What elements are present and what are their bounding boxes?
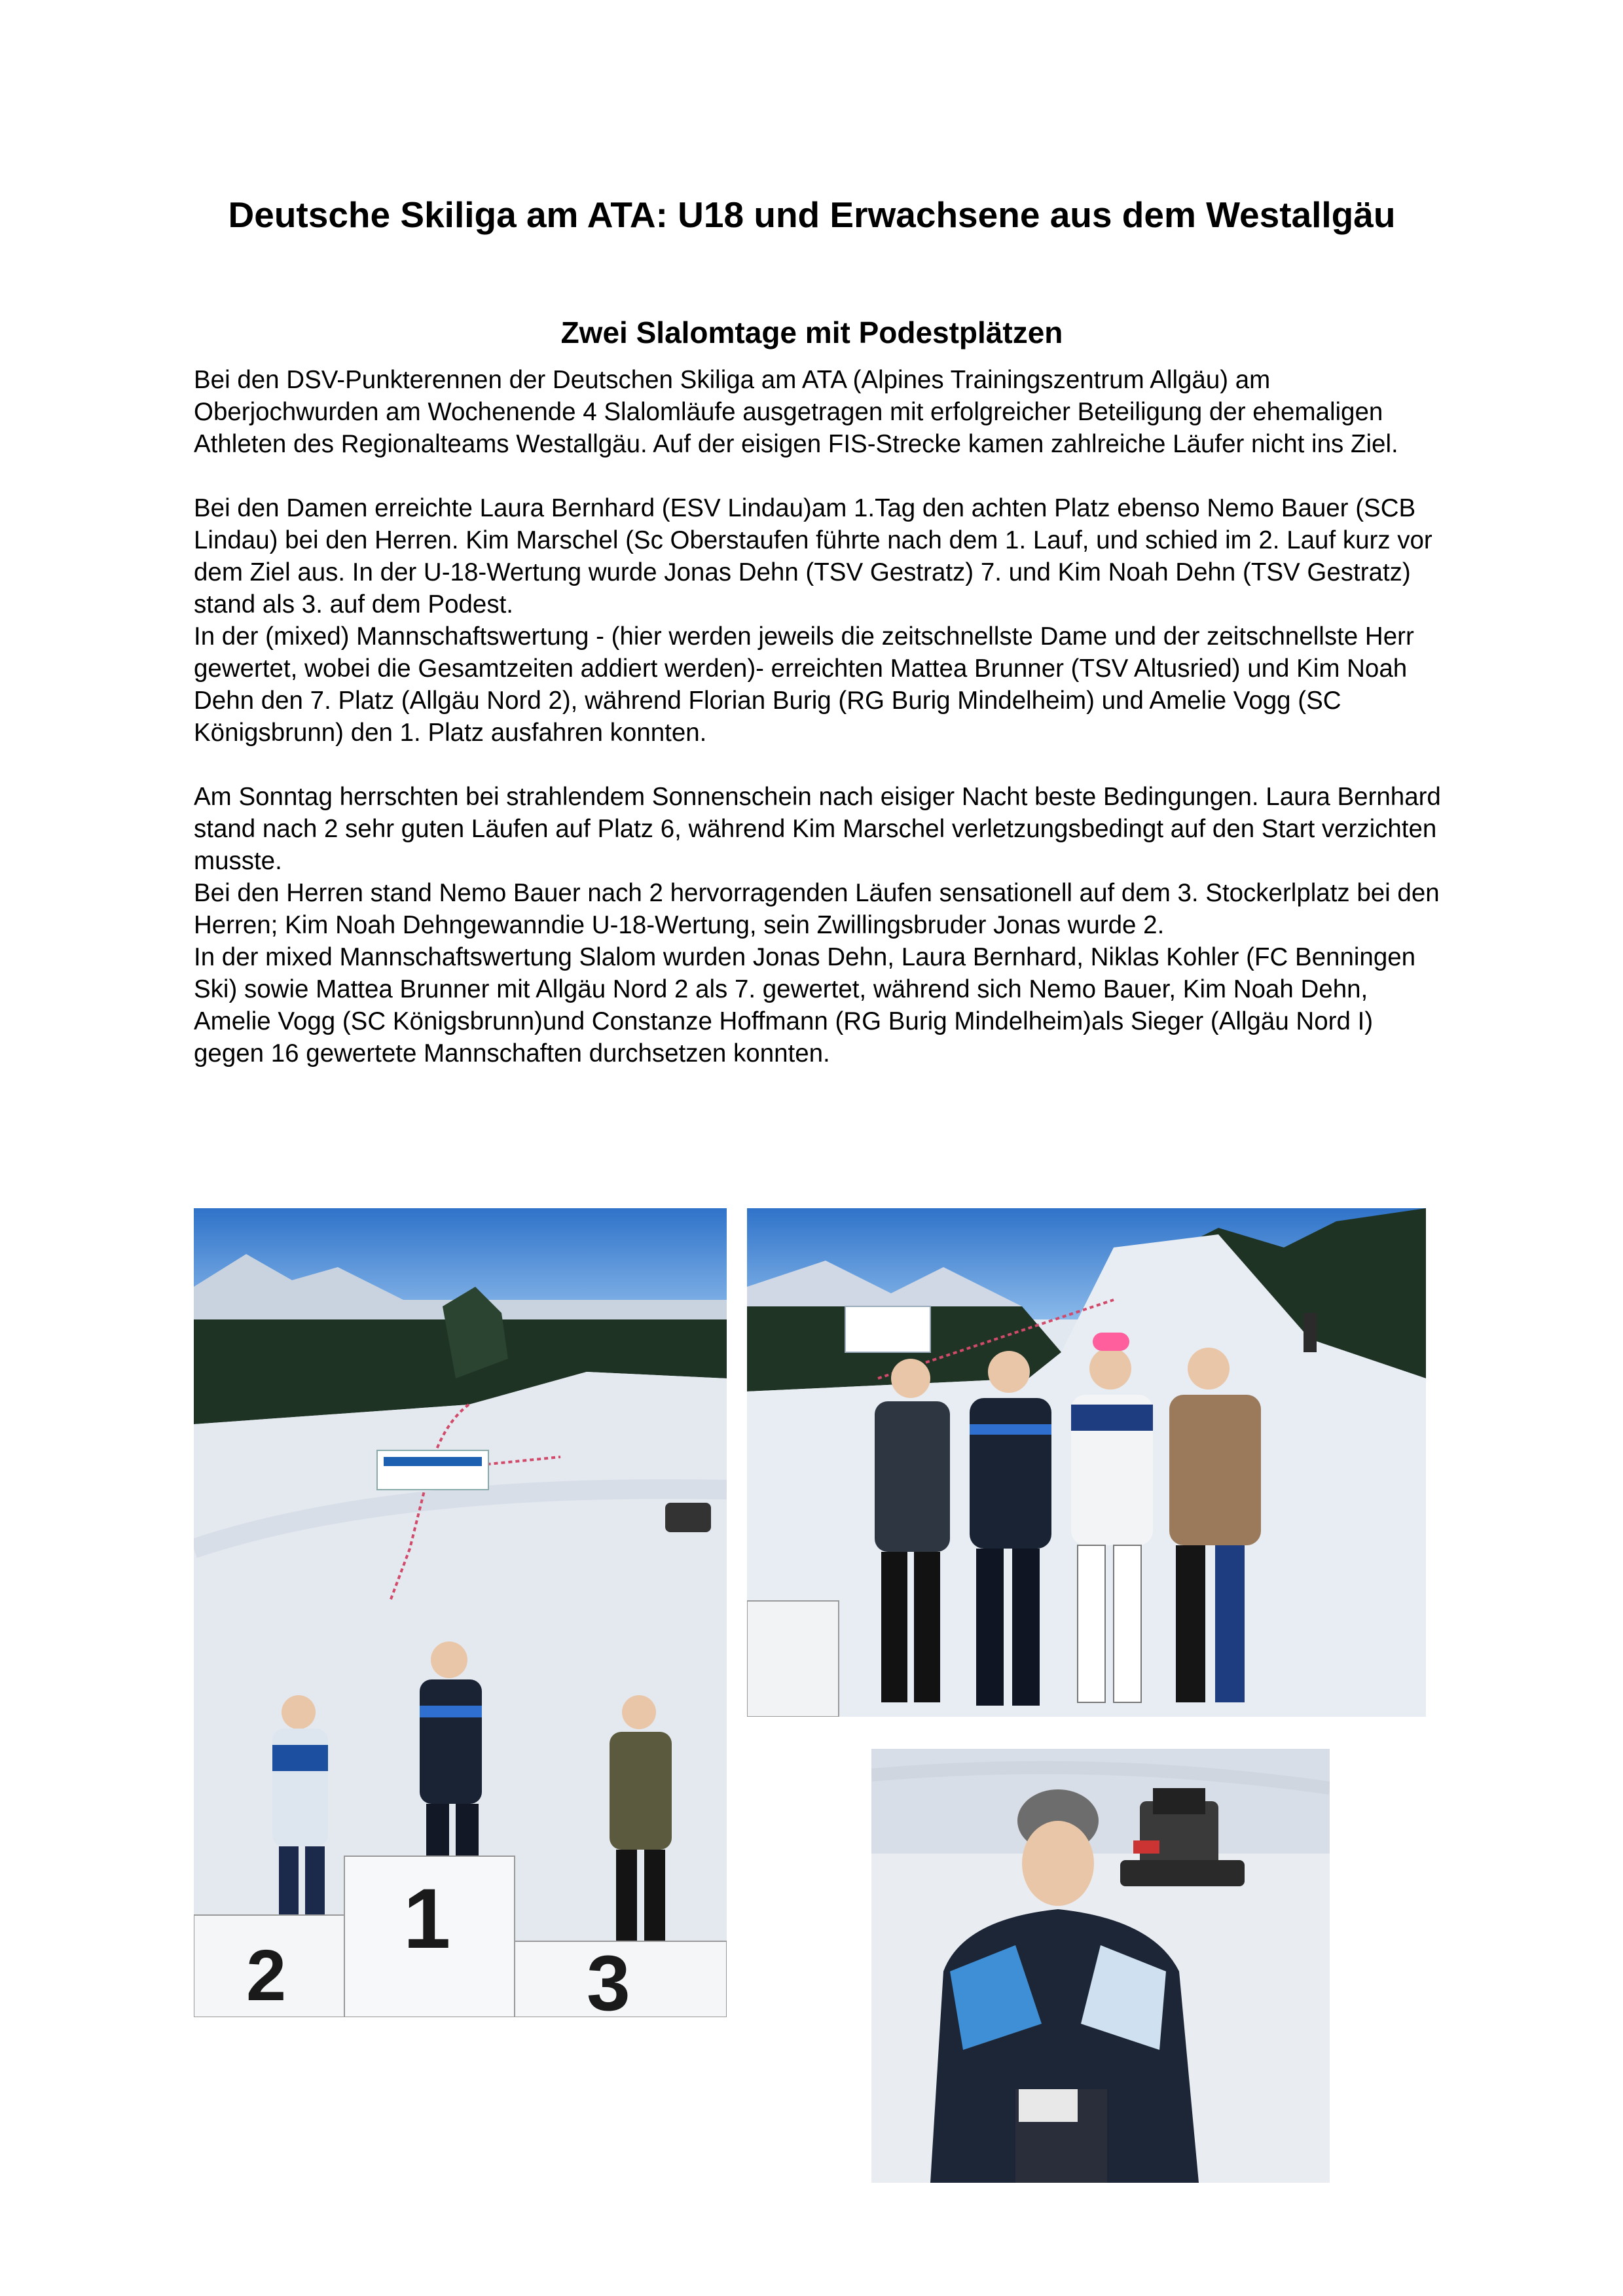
paragraph-day1-results: Bei den Damen erreichte Laura Bernhard (ESV Lindau)am 1.Tag den achten Platz ebenso Nemo Bauer (SCB Lindau) bei den Herren. Kim Marschel (Sc Oberstaufen führte nach dem 1. Lauf, und schied im 2. Lauf kurz vor dem Ziel aus. In der U-18-Wertung wurde Jonas Dehn (TSV Gestratz) 7. und Kim Noah Dehn (TSV Gestratz) stand als 3. auf dem Podest. (194, 494, 1432, 619)
article-subtitle: Zwei Slalomtage mit Podestplätzen (560, 315, 1063, 350)
podium-number-2: 2 (246, 1935, 287, 2016)
podium-number-3: 3 (587, 1939, 630, 2017)
paragraph-day1-team: In der (mixed) Mannschaftswertung - (hier werden jeweils die zeitschnellste Dame und der zeitschnellste Herr gewertet, wobei die Gesamtzeiten addiert werden)- erreichten Mattea Brunner (TSV Altusried) und Kim Noah Dehn den 7. Platz (Allgäu Nord 2), während Florian Burig (RG Burig Mindelheim) und Amelie Vogg (SC Königsbrunn) den 1. Platz ausfahren konnten. (194, 622, 1414, 747)
portrait-photo (871, 1749, 1330, 2183)
paragraph-sunday-team: In der mixed Mannschaftswertung Slalom wurden Jonas Dehn, Laura Bernhard, Niklas Kohler (FC Benningen Ski) sowie Mattea Brunner mit Allgäu Nord 2 als 7. gewertet, während sich Nemo Bauer, Kim Noah Dehn, Amelie Vogg (SC Königsbrunn)und Constanze Hoffmann (RG Burig Mindelheim)als Sieger (Allgäu Nord I) gegen 16 gewertete Mannschaften durchsetzen konnten. (194, 943, 1416, 1067)
paragraph-intro: Bei den DSV-Punkterennen der Deutschen Skiliga am ATA (Alpines Trainingszentrum Allgäu) am Oberjochwurden am Wochenende 4 Slalomläufe ausgetragen mit erfolgreicher Beteiligung der ehemaligen Athleten des Regionalteams Westallgäu. Auf der eisigen FIS-Strecke kamen zahlreiche Läufer nicht ins Ziel. (194, 366, 1398, 458)
paragraph-sunday-men: Bei den Herren stand Nemo Bauer nach 2 hervorragenden Läufen sensationell auf dem 3. Stockerlplatz bei den Herren; Kim Noah Dehngewanndie U-18-Wertung, sein Zwillingsbruder Jonas wurde 2. (194, 879, 1440, 939)
article-title: Deutsche Skiliga am ATA: U18 und Erwachsene aus dem Westallgäu (228, 194, 1396, 235)
paragraph-sunday: Am Sonntag herrschten bei strahlendem Sonnenschein nach eisiger Nacht beste Bedingungen. Laura Bernhard stand nach 2 sehr guten Läufen auf Platz 6, während Kim Marschel verletzungsbedingt auf den Start verzichten musste. (194, 783, 1441, 875)
article-body (194, 364, 1444, 1069)
podium-photo (194, 1208, 727, 2017)
team-group-photo (747, 1208, 1426, 1717)
podium-number-1: 1 (403, 1871, 451, 1966)
